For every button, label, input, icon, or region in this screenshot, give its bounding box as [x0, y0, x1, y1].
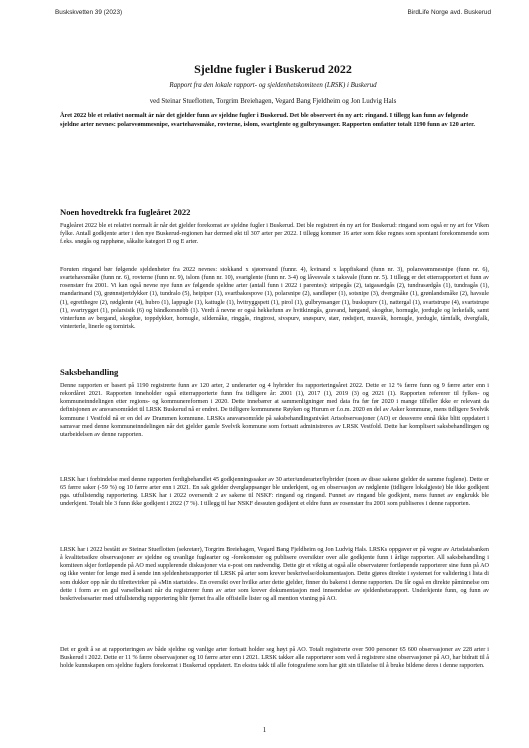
header-organization: BirdLife Norge avd. Buskerud — [407, 9, 491, 16]
paragraph-processing-1: Denne rapporten er basert på 1190 registrerte funn av 120 arter, 2 underarter og 4 hybrider fra rapporteringsåret 2022. Dette er 12 % færre funn og 9 færre arter enn i rekordåret 2021. Rapporten inneholder også etterrapporterte funn fra tidligere år: 2001 (1), 2017 (1), 2019 (3) og 2021 (1). Rapporten refererer til fylkes- og kommuneinndelingen etter regions- og kommunereformen i 2020. Dette innebærer at sammenligninger med data fra før før 2020 i mange tilfeller ikke er relevant da definisjonen av ansvarsområdet til LRSK Buskerud nå er endret. De tidligere kommunene Røyken og Hurum er f.o.m. 2020 en del av Asker kommune, mens tidligere Svelvik kommune i Vestfold nå er en del av Drammen kommune. LRSKs ansvarsområde på saksbehandlingsnivået Artsobservasjoner (AO) er dessverre ennå ikke blitt oppdatert i samsvar med denne kommuneinndelingen når det gjelder gamle Svelvik kommune som fortsatt administreres av LRSK Vestfold. Dette har komplisert saksbehandlingen og utarbeidelsen av denne rapporten. — [60, 383, 489, 438]
paragraph-processing-4: Det er godt å se at rapporteringen av både sjeldne og vanlige arter fortsatt holder seg høyt på AO. Totalt registrerte over 500 personer 65 600 observasjoner av 228 arter i Buskerud i 2022. Dette er 11 % færre observasjoner og 10 færre arter enn i 2021. LRSK takker alle rapportører som ved å registrere sine observasjoner på AO, har bidratt til å holde kunnskapen om sjeldne fuglers forekomst i Buskerud oppdatert. En ekstra takk til alle fotografene som har gitt sin tillatelse til å bruke bildene deres i denne rapporten. — [60, 647, 489, 670]
header-journal: Buskskvetten 39 (2023) — [55, 9, 123, 16]
article-authors: ved Steinar Stueflotten, Torgrim Breiehagen, Vegard Bang Fjeldheim og Jon Ludvig Hals — [149, 98, 397, 105]
paragraph-highlights-2: Foruten ringand bør følgende sjeldenheter fra 2022 nevnes: stokkand x sjøorreand (funnr. 4), kvinand x lappfiskand (funn nr. 3), polarsvømmesnipe (funn nr. 6), svartehavsmåke (funn nr. 6), rovterne (funn nr. 9), islom (funn nr. 10), svartglente (funn nr. 3-4) og låvesvale x taksvale (funn nr. 5). I tillegg er det etterrapportert et funn av rosenstær fra 2001. Vi kan også nevne nye funn av følgende sjeldne arter (antall funn i 2022 i parentes): stripegås (2), taigasædgås (2), tundrasædgås (1), tundragås (1), mandarinand (3), grønnstjertdykker (1), tundralo (5), heipiper (1), svartbakespove (1), polarsnipe (2), sandløper (1), sotsnipe (3), dvergmåke (1), grønlandsmåke (2), havsule (1), egretthegre (2), rødglente (4), hubro (1), lappugle (1), kattugle (1), hvitryggspett (1), pirol (1), gulbrynsanger (1), buskspurv (1), nattergal (1), svartstrupe (4), svartstrupe (1), svartrygget (1), polarsisik (6) og bändkorsnebb (1). Verdt å nevne er også hekkefunn av hvitkinngås, gravand, hørgand, skogdue, hornugle, jordugle og lerkefalk, samt vinterfunn av bergand, skogdue, toppdykker, hornugle, sildemåke, ringgås, ringtrost, sivspurv, snøspurv, stær, rødstjert, musvåk, hornugle, jordugle, tårnfalk, dvergfalk, vinterterle, linerle og tornirisk. — [60, 267, 489, 331]
article-abstract: Året 2022 ble et relativt normalt år når det gjelder funn av sjeldne fugler i Buskerud. Det ble observert én ny art: ringand. I tillegg kan funn av følgende sjeldne arter nevnes: polarsvømmesnipe, svartehavsmåke, rovterne, islom, svartglente og gulbrynsanger. Rapporten omfatter totalt 1190 funn av 120 arter. — [60, 112, 475, 128]
article-title: Sjeldne fugler i Buskerud 2022 — [194, 62, 352, 76]
article-subtitle: Rapport fra den lokale rapport- og sjeldenhetskomiteen (LRSK) i Buskerud — [169, 82, 377, 89]
section-heading-highlights: Noen hovedtrekk fra fugleåret 2022 — [60, 207, 191, 217]
paragraph-processing-3: LRSK har i 2022 bestått av Steinar Stueflotten (sekretær), Torgrim Breiehagen, Vegard Bang Fjeldheim og Jon Ludvig Hals. LRSKs oppgaver er på vegne av Artsdatabanken å kvalitetssikre observasjoner av sjeldne og uvanlige fuglearter og -forekomster og publisere oversikter over alle godkjente funn i årlige rapporter. All saksbehandling i komiteen skjer fortløpende på AO med supplerende diskusjoner via e-post om nødvendig. Dette gir et viktig at også alle observatører fortløpende rapporterer sine funn på AO og ikke venter for lenge med å sende inn sjeldenhetsrapporter til LRSK på arter som krever beskrivelse/dokumentasjon. Dette gjøres direkte i systemet for validering i lista di som dukker opp når du tilrettevirker på «Min startside». En oversikt over hvilke arter dette gjelder, finner du bakerst i denne rapporten. Du får også en direkte påminnelse om dette i form av en gul varselbekant når du registrerer funn av arter som krever dokumentasjon med innsendelse av sjeldenhetsrapport. Underkjente funn, og funn av beskrivelsesarter med utfullstendig rapportering blir fjernet fra alle offisielle lister og all mention visning på AO. — [60, 547, 489, 602]
paragraph-processing-2: LRSK har i forbindelse med denne rapporten ferdigbehandlet 45 godkjenningssaker av 30 arter/underarter/hybrider (noen av disse sakene gjelder de samme fuglene). Dette er 65 færre saker (-59 %) og 10 færre arter enn i 2021. En sak gjelder dverglappsanger ble underkjent, og en observasjon av rødglente (tidligere lokalgjeste) ble ikke godkjent pga. utfullstendig rapportering. LRSK har i 2022 oversendt 2 av sakene til NSKF: ringand og ringand. Funnet av ringand ble godkjent, mens funnet av engkrukk ble underkjent. Totalt ble 3 funn ikke godkjent i 2022 (7 %). I tillegg til har NSKF dessuten godkjent et eldre funn av rosenstær fra 2001 som publiseres i denne rapporten. — [60, 477, 489, 508]
section-heading-processing: Saksbehandling — [60, 367, 119, 377]
page-number: 1 — [262, 726, 267, 734]
running-header — [55, 9, 491, 16]
paragraph-highlights-1: Fugleåret 2022 ble et relativt normalt år når det gjelder forekomst av sjeldne fugler i Buskerud. Det ble registrert én ny art for Buskerud: ringand som også er ny art for Viken fylke. Antall godkjente arter i den nye Buskerud-regionen har dermed økt til 307 arter per 2022. I tillegg kommer 16 arter som ikke regnes som spontant forekommende som f.eks. snøgås og rapphøne, såkalte kategori D og E arter. — [60, 223, 489, 246]
